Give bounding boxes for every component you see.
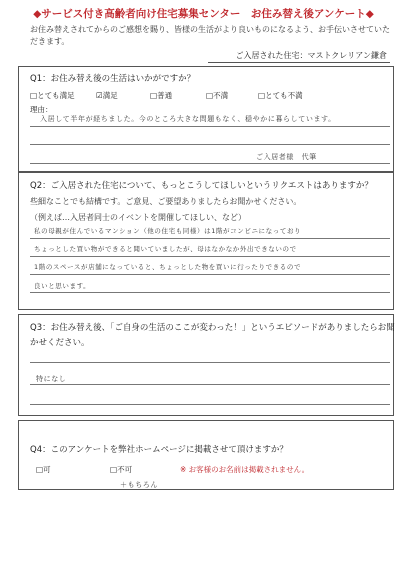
q1-answer-rule [30, 163, 390, 164]
q3-answer-rule [30, 404, 390, 405]
facility-label: ご入居された住宅： [235, 51, 308, 60]
q2-answer-rule [30, 256, 390, 257]
q3-question: Q3：お住み替え後、「ご自身の生活のここが変わった！」というエピソードがありましたらお聞 [30, 323, 395, 333]
q1-reason-label: 理由： [30, 105, 53, 114]
q2-answer-rule [30, 274, 390, 275]
q3-handwritten-answer: 特になし [36, 375, 67, 383]
facility-name: マストクレリアン鎌倉 [307, 51, 387, 60]
q2-answer-rule [30, 292, 390, 293]
q2-question: Q2：ご入居された住宅について、もっとこうしてほしいというリクエストはありますか？ [30, 181, 373, 191]
q1-handwritten-answer: 入居して半年が経ちました。今のところ大きな問題もなく、穏やかに暮らしています。 [40, 115, 336, 123]
survey-title: ◆サービス付き高齢者向け住宅募集センター お住み替え後アンケート◆ [33, 8, 374, 20]
q3-question-cont: かせください。 [30, 338, 90, 348]
q1-answer-rule [30, 126, 390, 127]
q1-option-dissatisfied[interactable]: □不満 [206, 91, 229, 100]
q1-option-satisfied[interactable]: ☑満足 [96, 91, 118, 100]
survey-intro: お住み替えされてからのご感想を賜り、皆様の生活がより良いものになるよう、お手伝いさせていただきます。 [30, 25, 390, 46]
q2-subtext: 些細なことでも結構です。ご意見、ご要望ありましたらお聞かせください。 [30, 197, 302, 206]
q1-option-very-dissatisfied[interactable]: □とても不満 [258, 91, 303, 100]
facility-line [235, 50, 387, 61]
q1-question: Q1：お住み替え後の生活はいかがですか？ [30, 74, 196, 84]
q2-answer-rule [30, 238, 390, 239]
q1-option-very-satisfied[interactable]: □とても満足 [30, 91, 75, 100]
facility-underline [208, 62, 390, 63]
q2-handwritten-line: 良いと思います。 [34, 282, 91, 290]
q3-answer-rule [30, 384, 390, 385]
q2-handwritten-line: 私の母親が住んでいるマンション（他の住宅も同様）は1階がコンビニになっており [34, 227, 302, 235]
q4-privacy-note: ※ お客様のお名前は掲載されません。 [180, 465, 310, 474]
q3-answer-rule [30, 362, 390, 363]
q4-option-no[interactable]: □不可 [110, 465, 133, 474]
q2-example: （例えば…入居者同士のイベントを開催してほしい、など） [30, 213, 246, 222]
q4-option-yes[interactable]: □可 [36, 465, 51, 474]
q1-handwritten-signature: ご入居者様 代筆 [256, 153, 317, 161]
q2-handwritten-line: 1階のスペースが店舗になっていると、ちょっとした物を買いに行ったりできるので [34, 263, 302, 271]
q4-question: Q4：このアンケートを弊社ホームページに掲載させて頂けますか？ [30, 445, 288, 455]
q1-option-normal[interactable]: □普通 [150, 91, 173, 100]
q2-handwritten-line: ちょっとした買い物ができると聞いていましたが、母はなかなか外出できないので [34, 245, 297, 253]
q1-answer-rule [30, 144, 390, 145]
q4-handwritten-note: ＋もちろん [120, 481, 158, 489]
